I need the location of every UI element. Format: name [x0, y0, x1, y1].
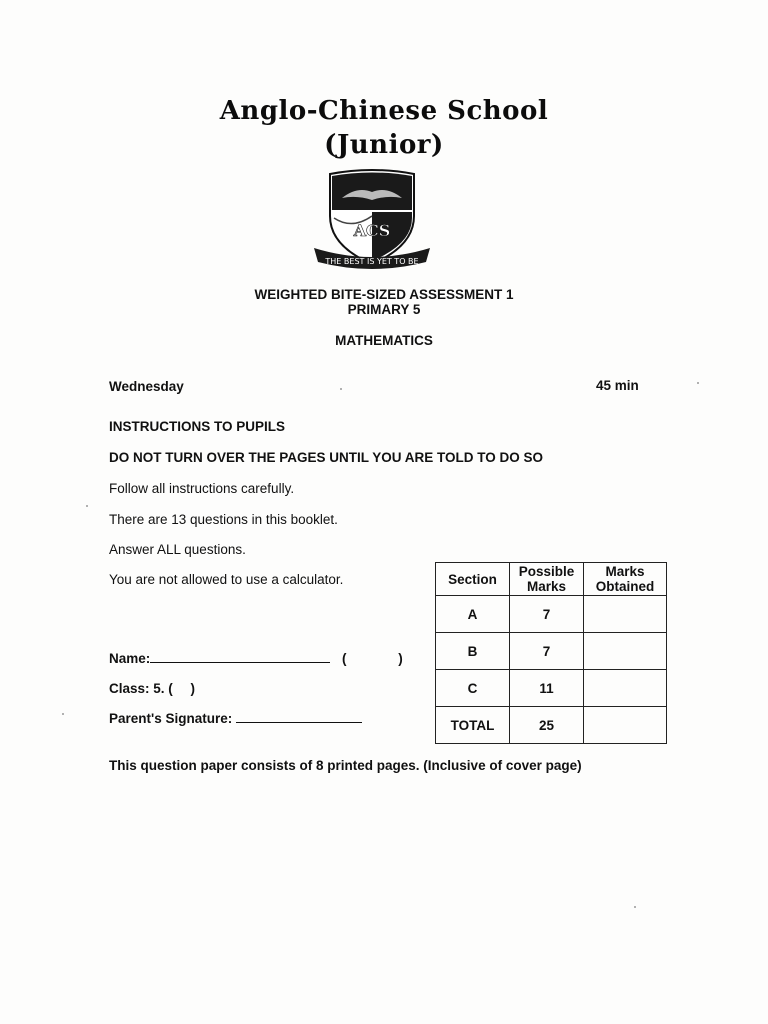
table-header-row: [436, 563, 667, 596]
name-blank[interactable]: [150, 662, 330, 663]
class-field[interactable]: [109, 681, 195, 696]
possible-marks-cell: 7: [510, 633, 584, 670]
page-count-note: This question paper consists of 8 printed pages. (Inclusive of cover page): [109, 758, 582, 773]
possible-marks-cell: 11: [510, 670, 584, 707]
section-cell: A: [436, 596, 510, 633]
scan-speck: [634, 906, 636, 908]
possible-marks-cell: 25: [510, 707, 584, 744]
school-crest: [312, 168, 432, 274]
instructions-heading: INSTRUCTIONS TO PUPILS: [109, 419, 286, 434]
assessment-title: WEIGHTED BITE-SIZED ASSESSMENT 1: [254, 287, 514, 302]
name-paren-open: (: [342, 651, 347, 666]
exam-duration: 45 min: [596, 378, 639, 393]
section-cell: TOTAL: [436, 707, 510, 744]
class-paren-close: ): [190, 681, 196, 696]
table-row: [436, 670, 667, 707]
instruction-item: There are 13 questions in this booklet.: [109, 512, 338, 527]
school-name: Anglo-Chinese School: [219, 96, 549, 126]
instructions-warning: DO NOT TURN OVER THE PAGES UNTIL YOU ARE TOLD TO DO SO: [109, 450, 544, 465]
marks-obtained-cell[interactable]: [584, 707, 667, 744]
level-title: PRIMARY 5: [347, 302, 421, 317]
subject-title: MATHEMATICS: [335, 333, 433, 348]
table-row: [436, 596, 667, 633]
signature-label: Parent's Signature:: [109, 711, 233, 726]
class-label: Class: 5. (: [109, 681, 173, 696]
crest-motto: THE BEST IS YET TO BE: [325, 257, 419, 266]
section-cell: B: [436, 633, 510, 670]
section-cell: C: [436, 670, 510, 707]
scan-speck: [340, 388, 342, 390]
scan-speck: [697, 382, 699, 384]
signature-field[interactable]: [109, 711, 362, 726]
column-header: Section: [436, 563, 510, 596]
marks-table: [435, 562, 667, 744]
instruction-item: Answer ALL questions.: [109, 542, 246, 557]
exam-day: Wednesday: [109, 379, 184, 394]
column-header: Possible Marks: [510, 563, 584, 596]
instruction-item: You are not allowed to use a calculator.: [109, 572, 344, 587]
column-header: Marks Obtained: [584, 563, 667, 596]
marks-obtained-cell[interactable]: [584, 596, 667, 633]
instruction-item: Follow all instructions carefully.: [109, 481, 295, 496]
scan-speck: [86, 505, 88, 507]
signature-blank[interactable]: [236, 722, 362, 723]
name-paren-close: ): [398, 651, 403, 666]
school-name-sub: (Junior): [324, 130, 444, 160]
table-row: [436, 707, 667, 744]
marks-obtained-cell[interactable]: [584, 633, 667, 670]
scan-speck: [62, 713, 64, 715]
possible-marks-cell: 7: [510, 596, 584, 633]
crest-letters: ACS: [353, 221, 391, 240]
table-row: [436, 633, 667, 670]
name-label: Name:: [109, 651, 151, 666]
name-field[interactable]: [109, 651, 403, 666]
marks-obtained-cell[interactable]: [584, 670, 667, 707]
